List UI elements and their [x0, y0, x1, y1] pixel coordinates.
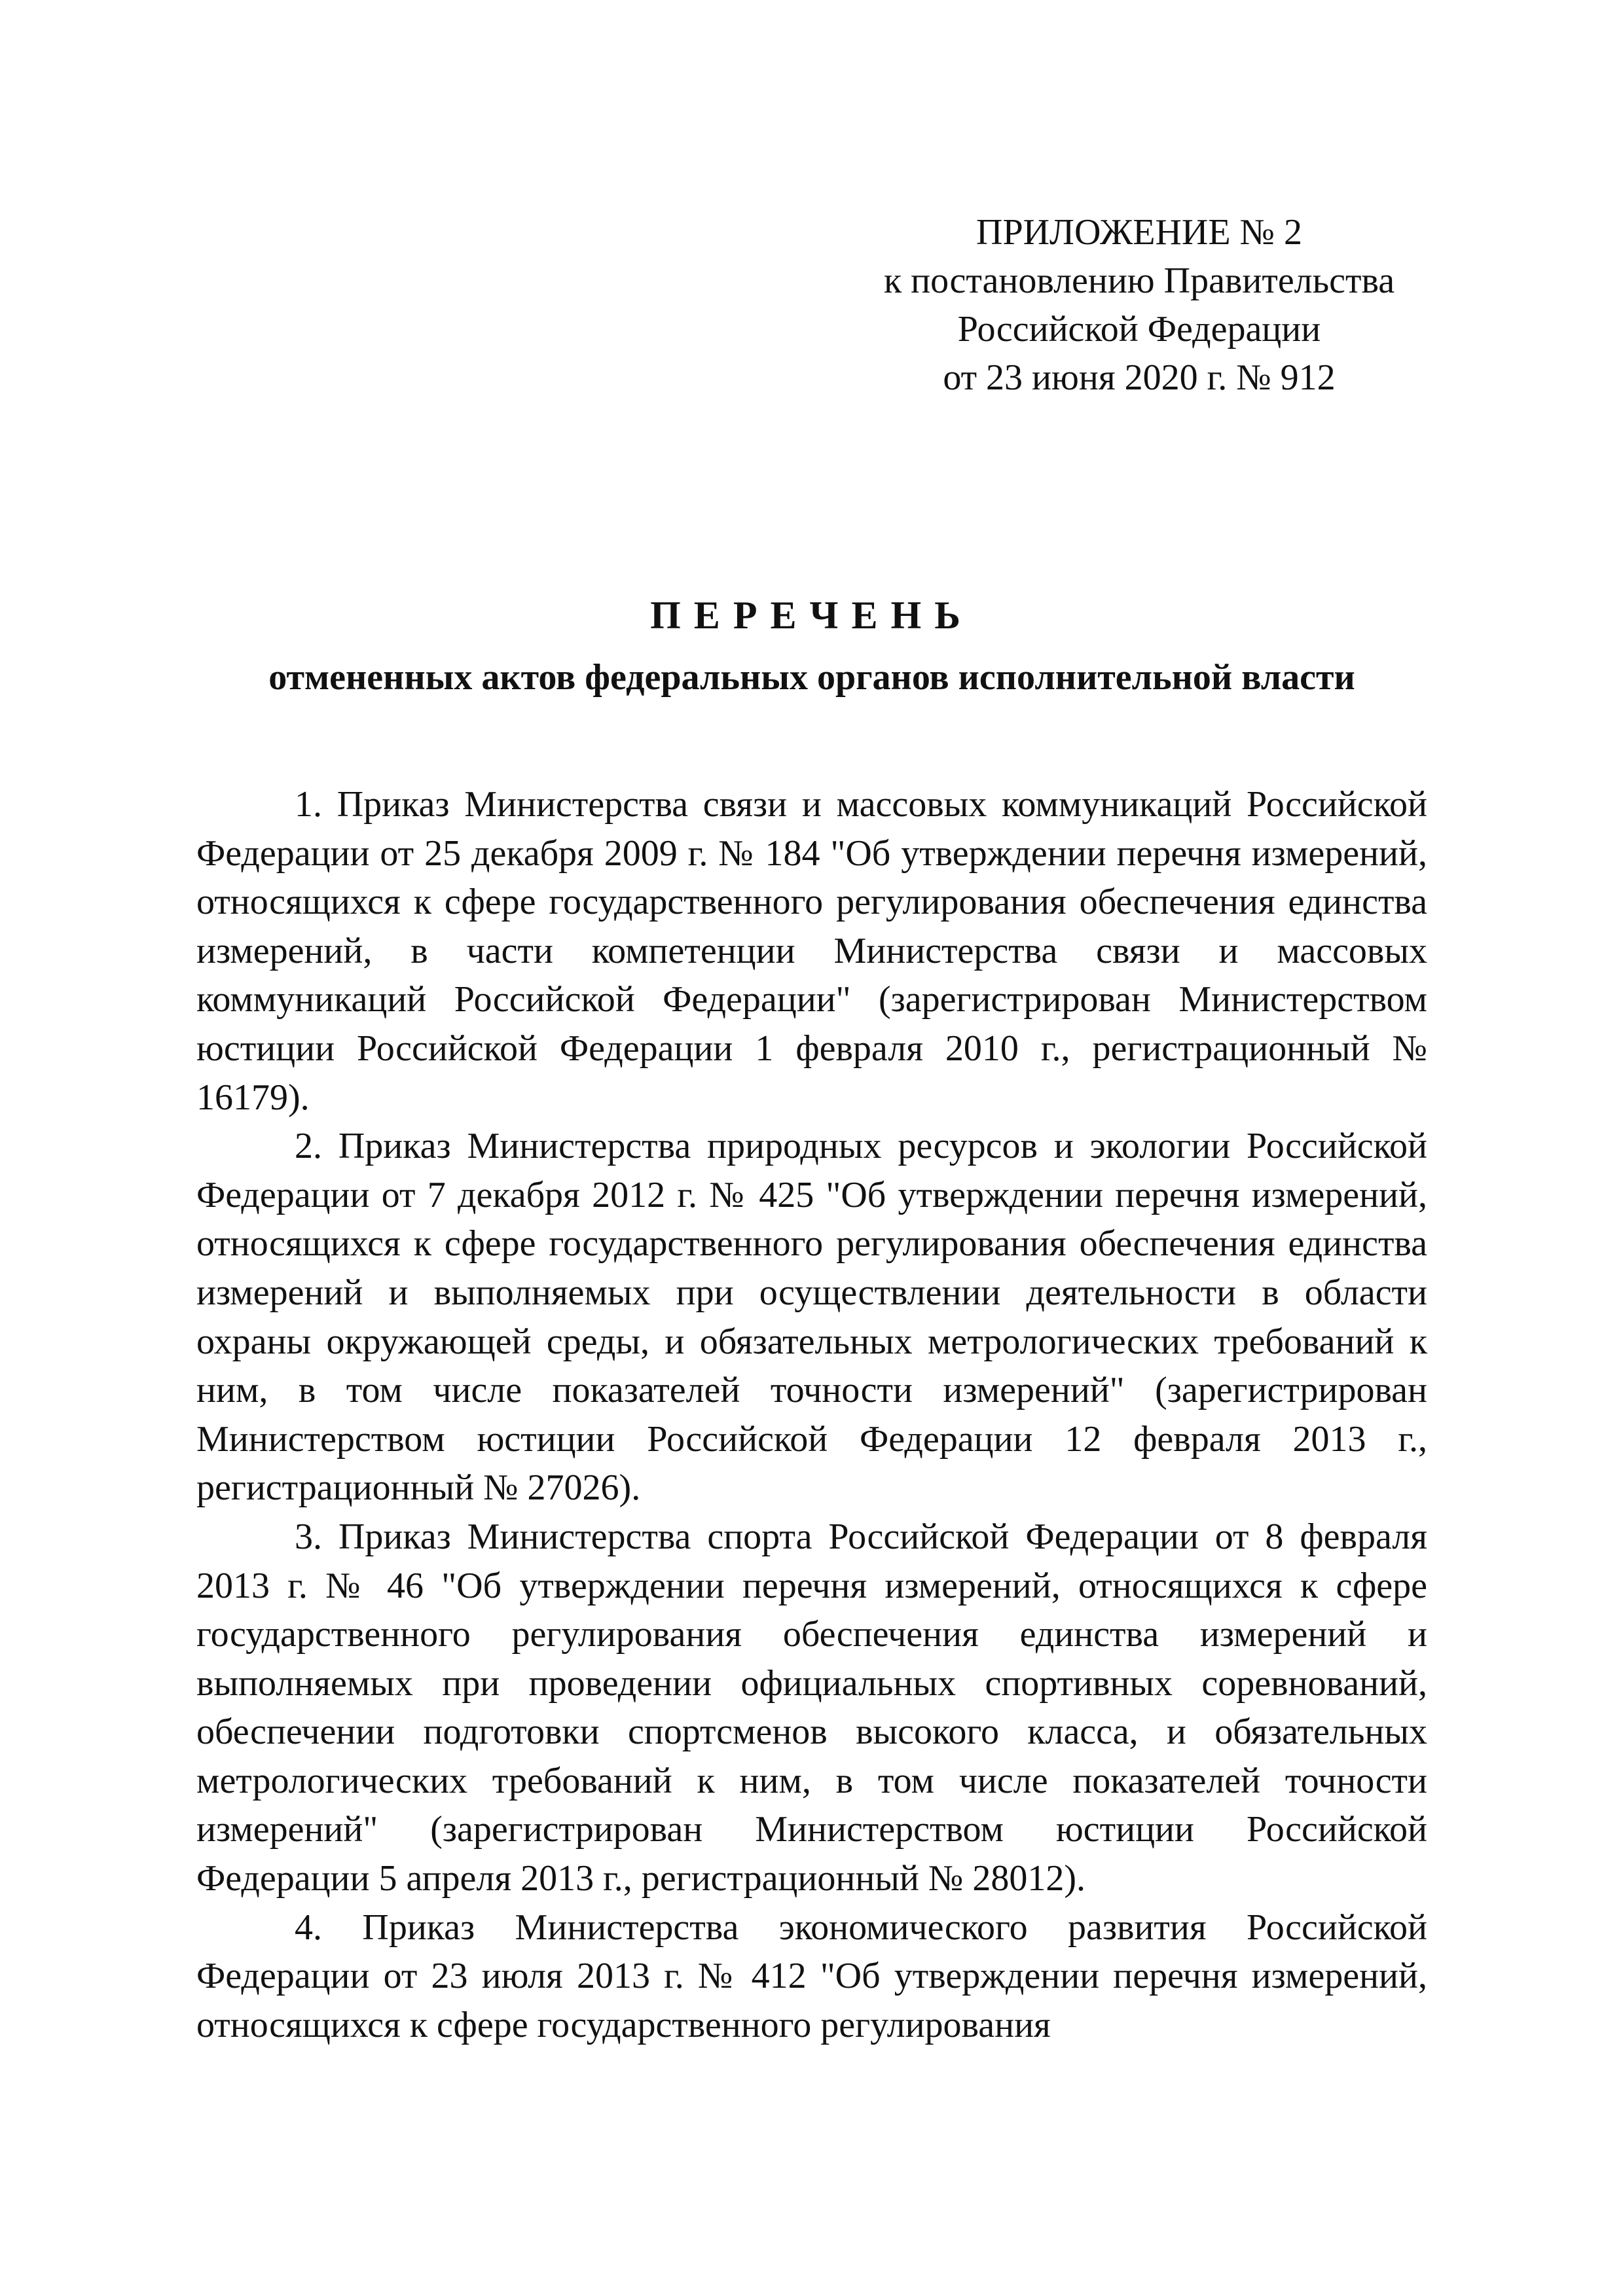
- appendix-number: ПРИЛОЖЕНИЕ № 2: [976, 212, 1302, 253]
- list-item-3: 3. Приказ Министерства спорта Российской Федерации от 8 февраля 2013 г. № 46 "Об утверждении перечня измерений, относящихся к сфере государственного регулирования обеспечения единства измерений и выполняемых при проведении официальных спортивных соревнований, обеспечении подготовки спортсменов высокого класса, и обязательных метрологических требований к ним, в том числе показателей точности измерений" (зарегистрирован Министерством юстиции Российской Федерации 5 апреля 2013 г., регистрационный № 28012).: [196, 1516, 1427, 1899]
- appendix-reference: к постановлению Правительства: [883, 260, 1395, 301]
- appendix-header: [851, 208, 1427, 402]
- list-item-2: 2. Приказ Министерства природных ресурсов и экологии Российской Федерации от 7 декабря 2012 г. № 425 "Об утверждении перечня измерений, относящихся к сфере государственного регулирования обеспечения единства измерений и выполняемых при осуществлении деятельности в области охраны окружающей среды, и обязательных метрологических требований к ним, в том числе показателей точности измерений" (зарегистрирован Министерством юстиции Российской Федерации 12 февраля 2013 г., регистрационный № 27026).: [196, 1126, 1427, 1509]
- list-item-1: 1. Приказ Министерства связи и массовых коммуникаций Российской Федерации от 25 декабря 2009 г. № 184 "Об утверждении перечня измерений, относящихся к сфере государственного регулирования обеспечения единства измерений, в части компетенции Министерства связи и массовых коммуникаций Российской Федерации" (зарегистрирован Министерством юстиции Российской Федерации 1 февраля 2010 г., регистрационный № 16179).: [196, 784, 1427, 1118]
- appendix-date-number: от 23 июня 2020 г. № 912: [943, 357, 1336, 398]
- document-subtitle: отмененных актов федеральных органов исполнительной власти: [268, 657, 1355, 698]
- document-title: ПЕРЕЧЕНЬ: [650, 594, 974, 637]
- appendix-country: Российской Федерации: [957, 309, 1321, 350]
- document-body: [196, 780, 1427, 2049]
- list-item-4: 4. Приказ Министерства экономического развития Российской Федерации от 23 июля 2013 г. № 412 "Об утверждении перечня измерений, относящихся к сфере государственного регулирования: [196, 1907, 1427, 2045]
